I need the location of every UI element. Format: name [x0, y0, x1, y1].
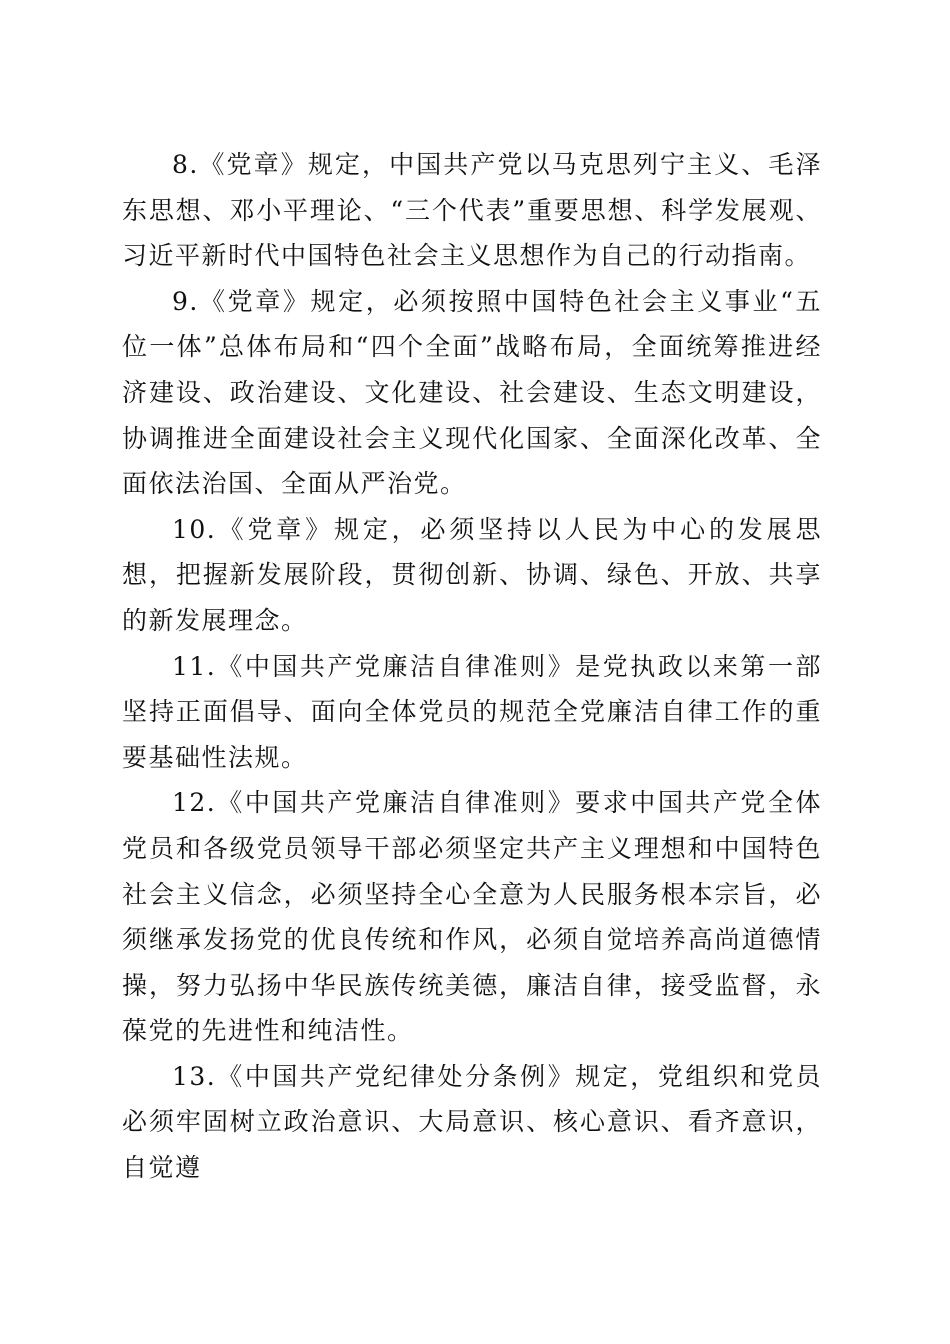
- paragraph-item-13: 13.《中国共产党纪律处分条例》规定，党组织和党员必须牢固树立政治意识、大局意识、核心意识、看齐意识，自觉遵: [122, 1061, 822, 1183]
- document-body: [122, 142, 822, 1191]
- paragraph-item-10: 10.《党章》规定，必须坚持以人民为中心的发展思想，把握新发展阶段，贯彻创新、协调、绿色、开放、共享的新发展理念。: [122, 514, 822, 635]
- paragraph-item-11: 11.《中国共产党廉洁自律准则》是党执政以来第一部坚持正面倡导、面向全体党员的规范全党廉洁自律工作的重要基础性法规。: [122, 651, 822, 772]
- paragraph-item-8: 8.《党章》规定，中国共产党以马克思列宁主义、毛泽东思想、邓小平理论、“三个代表”重要思想、科学发展观、习近平新时代中国特色社会主义思想作为自己的行动指南。: [122, 150, 822, 271]
- paragraph-item-9: 9.《党章》规定，必须按照中国特色社会主义事业“五位一体”总体布局和“四个全面”战略布局，全面统筹推进经济建设、政治建设、文化建设、社会建设、生态文明建设，协调推进全面建设社会主义现代化国家、全面深化改革、全面依法治国、全面从严治党。: [122, 286, 822, 499]
- paragraph-item-12: 12.《中国共产党廉洁自律准则》要求中国共产党全体党员和各级党员领导干部必须坚定共产主义理想和中国特色社会主义信念，必须坚持全心全意为人民服务根本宗旨，必须继承发扬党的优良传统和作风，必须自觉培养高尚道德情操，努力弘扬中华民族传统美德，廉洁自律，接受监督，永葆党的先进性和纯洁性。: [122, 788, 822, 1046]
